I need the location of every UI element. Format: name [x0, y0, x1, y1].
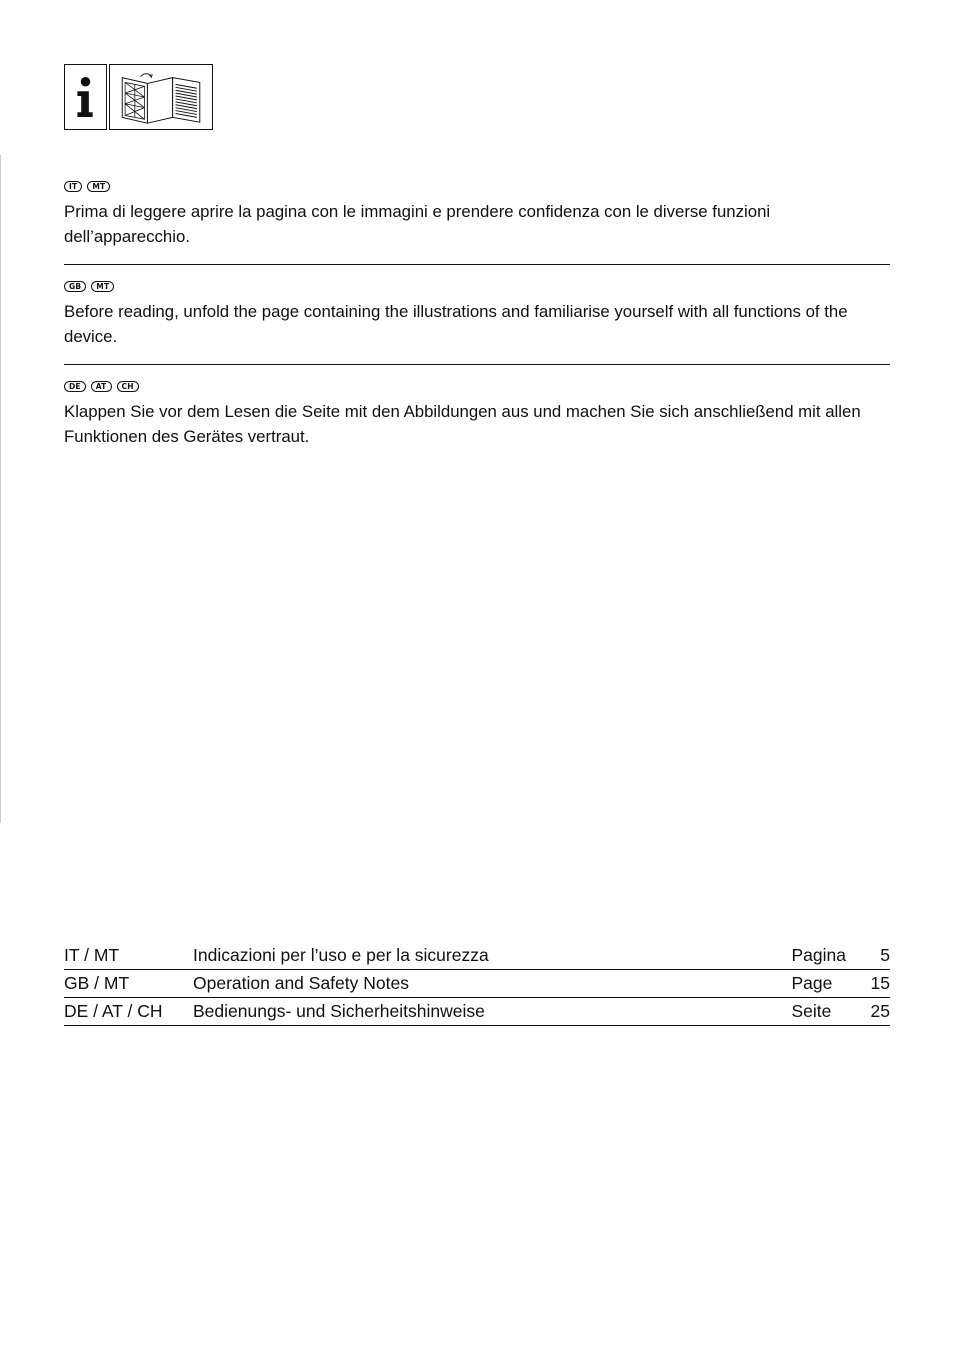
language-badge: GB: [64, 281, 86, 292]
table-of-contents: [64, 942, 890, 1026]
language-badges: [64, 181, 890, 194]
unfold-page-icon: [109, 64, 213, 130]
toc-row[interactable]: [64, 998, 890, 1026]
toc-page-number: 5: [846, 942, 890, 970]
toc-language: DE / AT / CH: [64, 998, 193, 1026]
header-icons: [64, 64, 213, 130]
language-badges: [64, 281, 890, 294]
language-badges: [64, 381, 890, 394]
notice-section-de: [64, 381, 890, 449]
toc-page-number: 25: [846, 998, 890, 1026]
language-badge: CH: [117, 381, 139, 392]
page-edge-line: [0, 155, 1, 823]
info-icon: [64, 64, 107, 130]
toc-title: Indicazioni per l’uso e per la sicurezza: [193, 942, 792, 970]
toc-page-label: Page: [792, 970, 847, 998]
toc-language: IT / MT: [64, 942, 193, 970]
notice-text: Before reading, unfold the page containing the illustrations and familiarise yourself with all functions of the device.: [64, 302, 848, 346]
section-divider: [64, 264, 890, 265]
toc-row[interactable]: [64, 970, 890, 998]
notice-section-it: [64, 181, 890, 249]
language-badge: DE: [64, 381, 86, 392]
toc-title: Bedienungs- und Sicherheitshinweise: [193, 998, 792, 1026]
language-badge: IT: [64, 181, 82, 192]
language-badge: MT: [87, 181, 110, 192]
language-badge: AT: [91, 381, 112, 392]
notice-text: Prima di leggere aprire la pagina con le immagini e prendere confidenza con le diverse funzioni dell’apparecchio.: [64, 202, 771, 246]
toc-title: Operation and Safety Notes: [193, 970, 792, 998]
notice-text: Klappen Sie vor dem Lesen die Seite mit den Abbildungen aus und machen Sie sich anschließend mit allen Funktionen des Gerätes vertraut.: [64, 402, 861, 446]
toc-page-label: Pagina: [792, 942, 847, 970]
notice-section-gb: [64, 281, 890, 349]
toc-row[interactable]: [64, 942, 890, 970]
language-badge: MT: [91, 281, 114, 292]
toc-page-number: 15: [846, 970, 890, 998]
section-divider: [64, 364, 890, 365]
toc-page-label: Seite: [792, 998, 847, 1026]
toc-language: GB / MT: [64, 970, 193, 998]
